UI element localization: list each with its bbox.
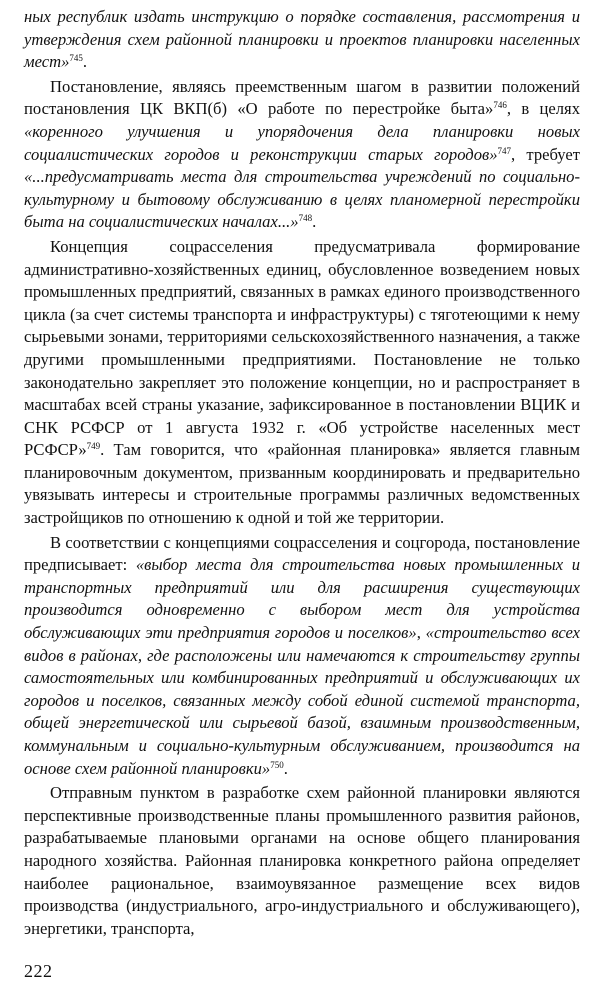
paragraph-4: [24, 532, 580, 781]
footnote-ref: 747: [497, 145, 511, 156]
body-text: . Там говорится, что «районная планировка» является главным планировочным документом, призванным координировать и предварительно увязывать интересы и строительные программы различных ведомственных застройщиков по отношению к одной и той же территории.: [24, 440, 580, 528]
body-text: .: [82, 52, 88, 72]
body-text: , в целях: [506, 99, 580, 119]
footnote-ref: 745: [69, 53, 83, 64]
paragraph-1: [24, 6, 580, 74]
page-number: 222: [24, 961, 53, 981]
body-text: , требует: [511, 144, 580, 164]
body-text: В соответствии с концепциями соцрасселения и соцгорода, постановление предписывает:: [24, 532, 580, 575]
body-text: .: [283, 758, 288, 778]
paragraph-5: [24, 782, 580, 940]
quote-text: «коренного улучшения и упорядочения дела планировки новых социалистических городов и реконструкции старых городов»: [24, 121, 580, 164]
body-text: Постановление, являясь преемственным шагом в развитии положений постановления ЦК ВКП(б) «О работе по перестройке быта»: [24, 76, 580, 119]
footnote-ref: 746: [493, 100, 507, 111]
paragraph-2: [24, 76, 580, 234]
quote-text: «строительство всех видов в районах, где расположены или намечаются к строительству группы самостоятельных или комбинированных предприятий и обслуживающих их городов и поселков, связанных между собой единой системой транспорта, общей энергетической или сырьевой базой, взаимным производственным, коммунальным и социально-культурным обслуживанием, производится на основе схем районной планировки»: [24, 623, 580, 778]
body-text: ,: [416, 623, 426, 643]
body-text: Концепция соцрасселения предусматривала формирование административно-хозяйственных единиц, обусловленное возведением новых промышленных предприятий, связанных в рамках единого производственного цикла (за счет системы транспорта и инфраструктуры) с тяготеющими к нему сырьевыми зонами, территориями сельскохозяйственного назначения, а также другими промышленными предприятиями. Постановление не только законодательно закрепляет это положение концепции, но и распространяет в масштабах всей страны указание, зафиксированное в постановлении ВЦИК и СНК РСФСР от 1 августа 1932 г. «Об устройстве населенных мест РСФСР»: [24, 236, 580, 460]
footnote-ref: 750: [270, 759, 284, 770]
quote-text: ных республик издать инструкцию о порядке составления, рассмотрения и утверждения схем районной планировки и проектов планировки населенных мест»: [24, 7, 580, 72]
quote-text: «выбор места для строительства новых промышленных и транспортных предприятий или для расширения существующих производится одновременно с выбором мест для устройства обслуживающих эти предприятия городов и поселков»: [24, 555, 580, 643]
footnote-ref: 749: [86, 441, 101, 452]
footnote-ref: 748: [298, 213, 313, 224]
paragraph-3: [24, 236, 580, 530]
book-page: [24, 6, 580, 981]
body-text: Отправным пунктом в разработке схем районной планировки являются перспективные производственные планы промышленного развития районов, разрабатываемые плановыми органами на основе общего планирования народного хозяйства. Районная планировка конкретного района определяет наиболее рациональное, взаимоувязанное размещение всех видов производства (индустриального, агро-индустриального и обслуживающего), энергетики, транспорта,: [24, 783, 580, 938]
quote-text: «...предусматривать места для строительства учреждений по социально-культурному и бытовому обслуживанию в целях планомерной перестройки быта на социалистических началах...»: [24, 167, 580, 232]
body-text: .: [312, 212, 317, 232]
